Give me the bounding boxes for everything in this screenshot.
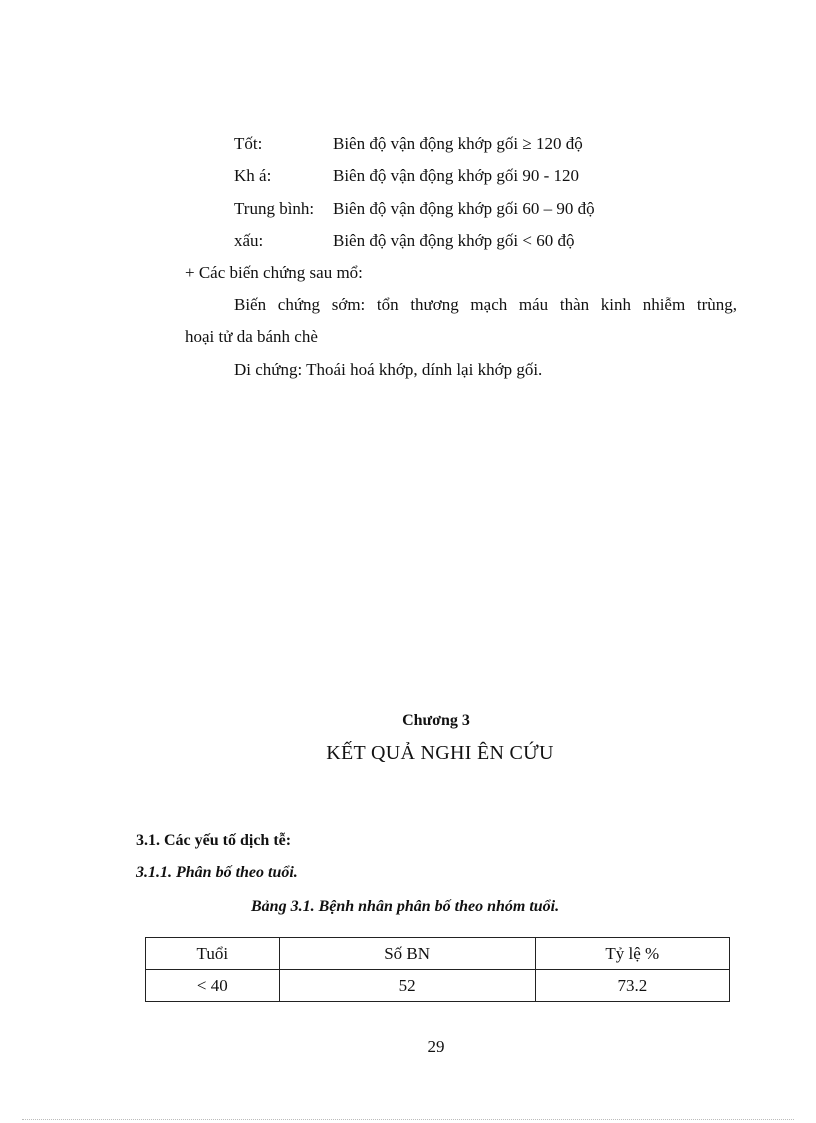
table-header-row xyxy=(146,938,730,970)
table-cell-age: < 40 xyxy=(146,970,280,1002)
section-heading: 3.1. Các yếu tố dịch tễ: xyxy=(136,832,292,849)
grade-desc-fair: Biên độ vận động khớp gối 90 - 120 xyxy=(333,166,580,185)
grade-label-good: Tốt: xyxy=(234,134,263,153)
grade-label-fair: Kh á: xyxy=(234,166,272,185)
table-cell-percentage: 73.2 xyxy=(535,970,729,1002)
grade-label-average: Trung bình: xyxy=(234,199,315,218)
table-cell-patient-count: 52 xyxy=(279,970,535,1002)
table-row xyxy=(146,970,730,1002)
table-caption: Bảng 3.1. Bệnh nhân phân bố theo nhóm tuổi. xyxy=(251,898,560,915)
subsection-heading: 3.1.1. Phân bố theo tuổi. xyxy=(136,864,298,881)
grade-desc-average: Biên độ vận động khớp gối 60 – 90 độ xyxy=(333,199,595,218)
grade-label-poor: xấu: xyxy=(234,231,264,250)
sequelae-text: Di chứng: Thoái hoá khớp, dính lại khớp gối. xyxy=(234,360,543,379)
early-complications-line2: hoại tử da bánh chè xyxy=(185,327,318,346)
table-header-age: Tuổi xyxy=(146,938,280,970)
age-distribution-table xyxy=(145,937,730,1002)
complications-heading: + Các biến chứng sau mổ: xyxy=(185,263,363,282)
page-bottom-divider xyxy=(22,1119,794,1120)
table-header-percentage: Tỷ lệ % xyxy=(535,938,729,970)
table-header-patient-count: Số BN xyxy=(279,938,535,970)
grade-desc-good: Biên độ vận động khớp gối ≥ 120 độ xyxy=(333,134,583,153)
early-complications-line1: Biến chứng sớm: tổn thương mạch máu thàn kinh nhiễm trùng, xyxy=(234,295,737,314)
chapter-title: KẾT QUẢ NGHI ÊN CỨU xyxy=(326,742,554,764)
page-number: 29 xyxy=(427,1037,445,1056)
chapter-number: Chương 3 xyxy=(402,712,470,729)
grade-desc-poor: Biên độ vận động khớp gối < 60 độ xyxy=(333,231,575,250)
